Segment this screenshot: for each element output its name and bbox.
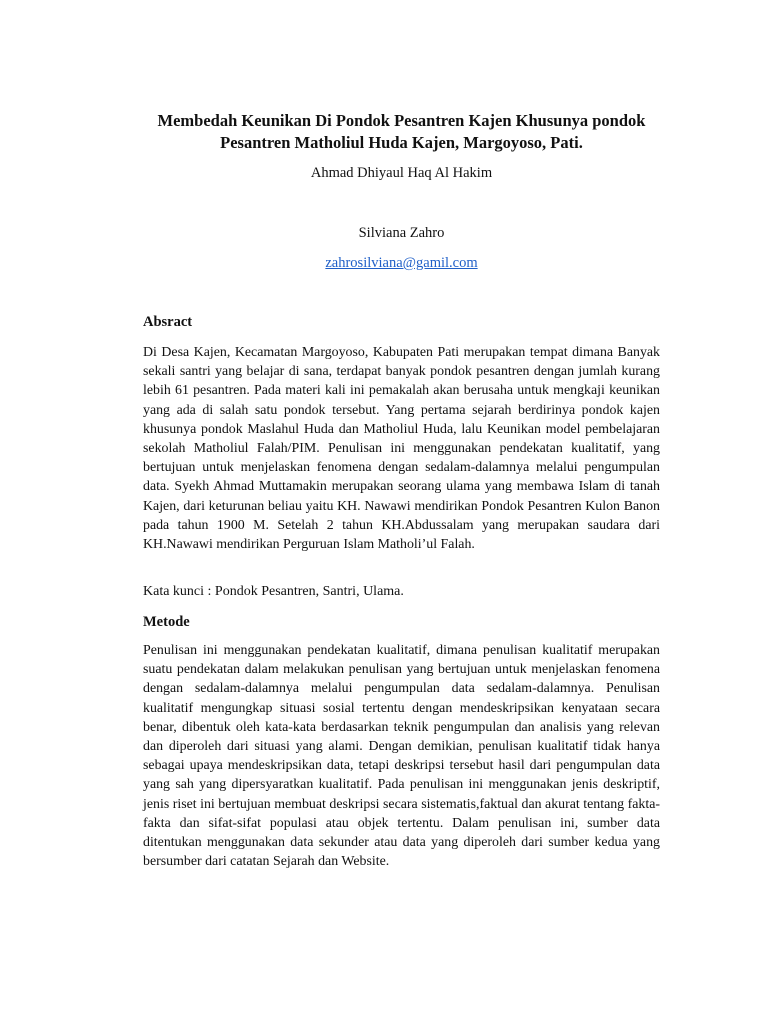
- metode-heading: Metode: [143, 614, 190, 630]
- author-name-2: Silviana Zahro: [358, 225, 445, 241]
- keywords-line: Kata kunci : Pondok Pesantren, Santri, Ulama.: [143, 584, 404, 599]
- abstract-paragraph: Di Desa Kajen, Kecamatan Margoyoso, Kabupaten Pati merupakan tempat dimana Banyak sekali santri yang belajar di sana, terdapat banyak pondok pesantren dengan jumlah kurang lebih 61 pesantren. Pada materi kali ini pemakalah akan berusaha untuk mengkaji keunikan yang ada di salah satu pondok tersebut. Yang pertama sejarah berdirinya pondok kajen khusunya pondok Maslahul Huda dan Matholiul Huda, lalu Keunikan model pembelajaran sekolah Matholiul Falah/PIM. Penulisan ini menggunakan pendekatan kualitatif, yang bertujuan untuk menjelaskan fenomena dengan sedalam-dalamnya melalui pengumpulan data. Syekh Ahmad Muttamakin merupakan seorang ulama yang membawa Islam di tanah Kajen, dari keturunan beliau yaitu KH. Nawawi mendirikan Pondok Pesantren Kulon Banon pada tahun 1900 M. Setelah 2 tahun KH.Abdussalam yang merupakan saudara dari KH.Nawawi mendirikan Perguruan Islam Matholi’ul Falah.: [143, 345, 660, 553]
- abstract-heading: Absract: [143, 314, 193, 330]
- document-title: Membedah Keunikan Di Pondok Pesantren Kajen Khusunya pondok Pesantren Matholiul Huda Kajen, Margoyoso, Pati.: [157, 111, 646, 152]
- author-email-link[interactable]: zahrosilviana@gamil.com: [325, 255, 478, 271]
- metode-paragraph: Penulisan ini menggunakan pendekatan kualitatif, dimana penulisan kualitatif merupakan suatu pendekatan dalam melakukan penulisan yang bertujuan untuk menjelaskan fenomena dengan sedalam-dalamnya melalui pengumpulan data sedalam-dalamnya. Penulisan kualitatif mengungkap situasi sosial tertentu dengan mendeskripsikan kenyataan secara benar, dibentuk oleh kata-kata berdasarkan teknik pengumpulan dan analisis yang relevan dan diperoleh dari situasi yang alami. Dengan demikian, penulisan kualitatif tidak hanya sebagai upaya mendeskripsikan data, tetapi deskripsi tersebut hasil dari pengumpulan data yang sah yang dipersyaratkan kualitatif. Pada penulisan ini menggunakan jenis deskriptif, jenis riset ini bertujuan membuat deskripsi secara sistematis,faktual dan akurat tentang fakta-fakta dan sifat-sifat populasi atau objek tertentu. Dalam penulisan ini, sumber data ditentukan menggunakan data sekunder atau data yang diperoleh dari sumber kedua yang bersumber dari catatan Sejarah dan Website.: [143, 643, 660, 870]
- author-name-1: Ahmad Dhiyaul Haq Al Hakim: [310, 165, 493, 181]
